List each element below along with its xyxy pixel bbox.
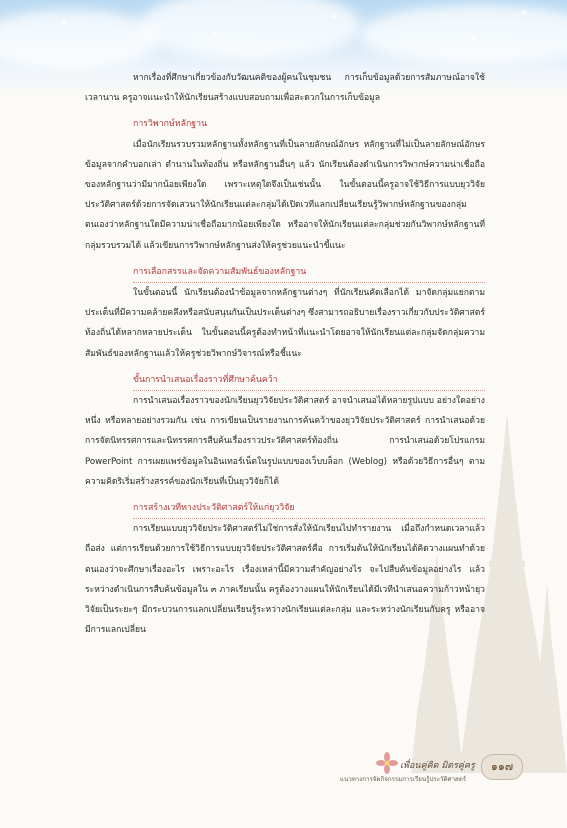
paragraph-source-criticism: เมื่อนักเรียนรวบรวมหลักฐานทั้งหลักฐานที่เป็นลายลักษณ์อักษร หลักฐานที่ไม่เป็นลายลักษณ์อักษร ข้อมูลจากคำบอกเล่า ตำนานในท้องถิ่น หรือหลักฐานอื่นๆ แล้ว นักเรียนต้องดำเนินการวิพากษ์ความน่าเชื่อถือของหลักฐานว่ามีมากน้อยเพียงใด เพราะเหตุใดจึงเป็นเช่นนั้น ในขั้นตอนนี้ครูอาจใช้วิธีการแบบยุววิจัยประวัติศาสตร์ด้วยการจัดเสวนาให้นักเรียนแต่ละกลุ่มได้เปิดเวทีแลกเปลี่ยนเรียนรู้วิพากษ์หลักฐานของกลุ่มตนเองว่าหลักฐานใดมีความน่าเชื่อถือมากน้อยเพียงใด หรืออาจให้นักเรียนแต่ละกลุ่มช่วยกันวิพากษ์หลักฐานที่กลุ่มรวบรวมได้ แล้วเขียนการวิพากษ์หลักฐานส่งให้ครูช่วยแนะนำขี้แนะ <box>85 139 485 251</box>
header-sky-banner: ✦ ✦ ✦ ✦ ✦ <box>0 0 567 95</box>
section-heading-source-criticism: การวิพากษ์หลักฐาน <box>133 119 208 130</box>
paragraph-source-selection: ในขั้นตอนนี้ นักเรียนต้องนำข้อมูลจากหลักฐานต่างๆ ที่นักเรียนคัดเลือกได้ มาจัดกลุ่มแยกตามประเด็นที่มีความคล้ายคลึงหรือสนับสนุนกันเป็นประเด็นต่างๆ ซึ่งสามารถอธิบายเรื่องราวเกี่ยวกับประวัติศาสตร์ท้องถิ่นได้หลากหลายประเด็น ในขั้นตอนนี้ครูต้องทำหน้าที่แนะนำโดยอาจให้นักเรียนแต่ละกลุ่มจัดกลุ่มความสัมพันธ์ของหลักฐานแล้วให้ครูช่วยวิพากษ์วิจารณ์หรือชี้แนะ <box>85 288 485 359</box>
section-heading-history-forum: การสร้างเวทีทางประวัติศาสตร์ให้แก่ยุววิจัย <box>133 503 295 514</box>
flower-ornament-icon <box>376 752 398 774</box>
page-footer <box>340 752 540 792</box>
paragraph-presentation: การนำเสนอเรื่องราวของนักเรียนยุววิจัยประวัติศาสตร์ อาจนำเสนอได้หลายรูปแบบ อย่างใดอย่างหนึ่ง หรือหลายอย่างรวมกัน เช่น การเขียนเป็นรายงานการค้นคว้าของยุววิจัยประวัติศาสตร์ การนำเสนอด้วยการจัดนิทรรศการและนิทรรศการสืบค้นเรื่องราวประวัติศาสตร์ท้องถิ่น การนำเสนอด้วยโปรแกรม PowerPoint การเผยแพร่ข้อมูลในอินเทอร์เน็ตในรูปแบบของเว็บบล็อก (Weblog) หรือด้วยวิธีการอื่นๆ ตามความคิดริเริ่มสร้างสรรค์ของนักเรียนที่เป็นยุววิจัยก็ได้ <box>85 396 485 487</box>
section-heading-source-selection: การเลือกสรรและจัดความสัมพันธ์ของหลักฐาน <box>133 266 307 277</box>
paragraph-intro: หากเรื่องที่ศึกษาเกี่ยวข้องกับวัฒนคติของผู้คนในชุมชน การเก็บข้อมูลด้วยการสัมภาษณ์อาจใช้เวลานาน ครูอาจแนะนำให้นักเรียนสร้างแบบสอบถามเพื่อสะดวกในการเก็บข้อมูล <box>85 73 485 104</box>
section-heading-presentation: ขั้นการนำเสนอเรื่องราวที่ศึกษาค้นคว้า <box>133 374 278 385</box>
footer-title: เพื่อนคู่คิด มิตรคู่ครู <box>400 761 475 771</box>
page-number: ๑๑๗ <box>481 754 523 780</box>
document-body <box>85 68 485 640</box>
paragraph-history-forum: การเรียนแบบยุววิจัยประวัติศาสตร์ไม่ใช่การสั่งให้นักเรียนไปทำรายงาน เมื่อถึงกำหนดเวลาแล้วถือส่ง แต่การเรียนด้วยการใช้วิธีการแบบยุววิจัยประวัติศาสตร์คือ การเริ่มต้นให้นักเรียนได้คิดวางแผนทำด้วยตนเองว่าจะศึกษาเรื่องอะไร เพราะอะไร เรื่องเหล่านี้มีความสำคัญอย่างไร จะไปสืบค้นข้อมูลอย่างไร แล้วระหว่างดำเนินการสืบค้นข้อมูลใน ๓ ภาคเรียนนั้น ครูต้องวางแผนให้นักเรียนได้มีเวทีนำเสนอความก้าวหน้ายุววิจัยเป็นระยะๆ มีกระบวนการแลกเปลี่ยนเรียนรู้ระหว่างนักเรียนแต่ละกลุ่ม และระหว่างนักเรียนกับครู หรืออาจมีการแลกเปลี่ยน <box>85 524 485 636</box>
footer-subtitle: แนวทางการจัดกิจกรรมการเรียนรู้ประวัติศาสตร์ <box>340 776 467 783</box>
